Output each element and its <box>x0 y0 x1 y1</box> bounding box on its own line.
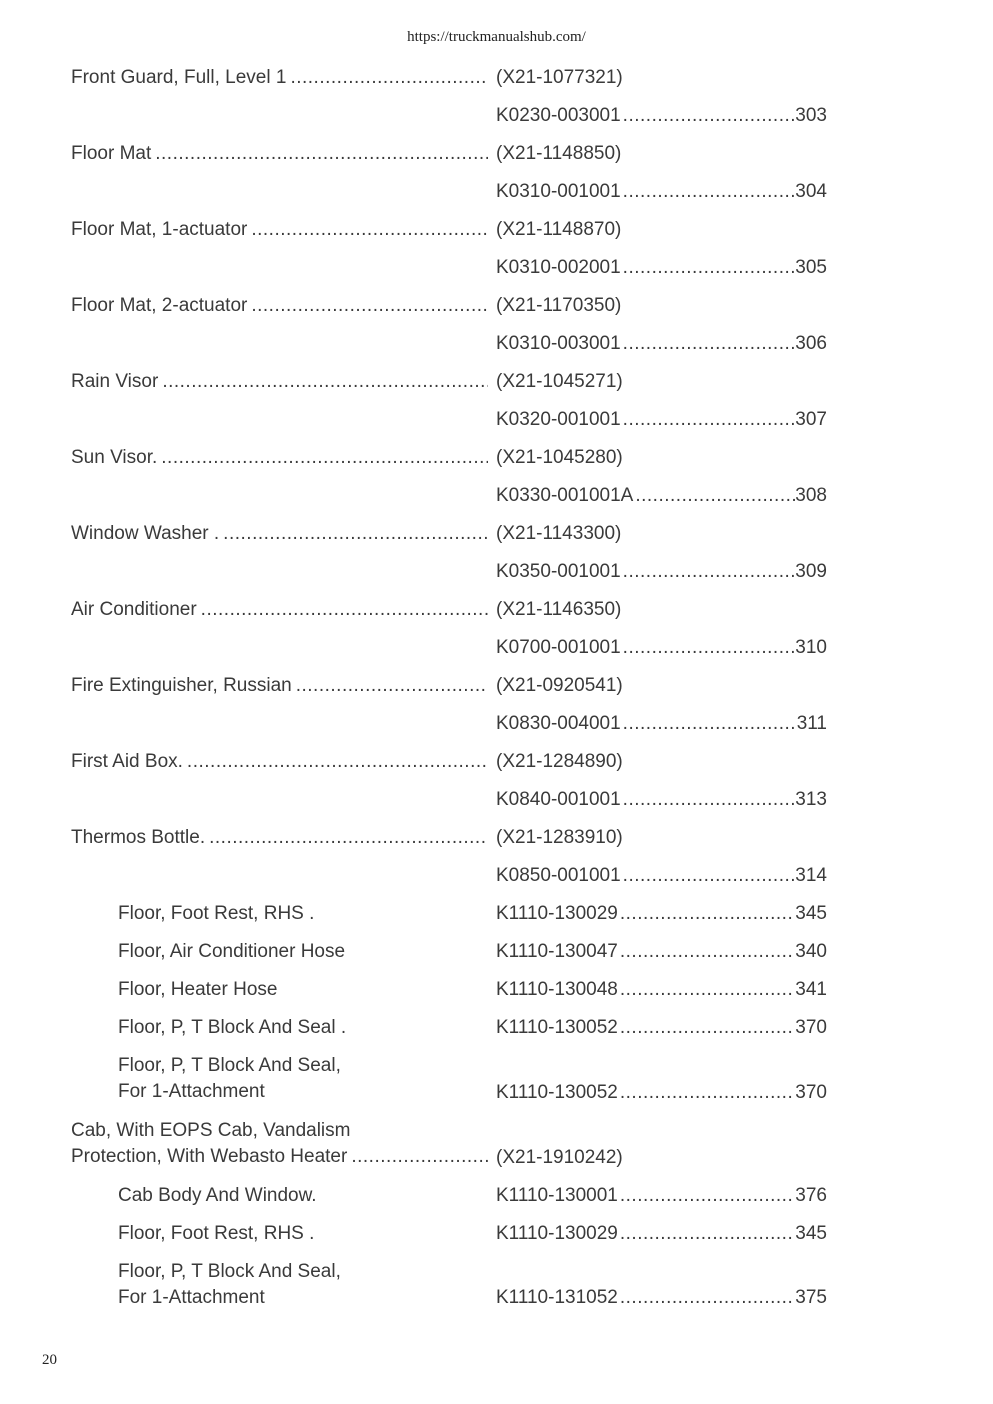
part-code: K0310-001001 <box>496 181 621 202</box>
group-id: (X21-1284890) <box>496 751 623 772</box>
leader-dots <box>623 255 796 281</box>
leader-dots <box>201 597 488 623</box>
group-id: (X21-1148870) <box>496 219 622 240</box>
sub-title: Floor, Foot Rest, RHS . <box>118 1223 315 1244</box>
part-code: K1110-130029 <box>496 903 618 924</box>
part-code: K1110-130052 <box>496 1082 618 1103</box>
page-ref[interactable]: 309 <box>795 561 827 582</box>
group-title: Thermos Bottle. <box>71 827 206 848</box>
group-title: Floor Mat <box>71 143 152 164</box>
page-ref[interactable]: 303 <box>795 105 827 126</box>
leader-dots <box>623 787 796 813</box>
group-title: Floor Mat, 1-actuator <box>71 219 248 240</box>
part-code: K0350-001001 <box>496 561 621 582</box>
group-title: First Aid Box. <box>71 751 183 772</box>
source-url[interactable]: https://truckmanualshub.com/ <box>407 29 586 45</box>
sub-title: Floor, Heater Hose <box>118 979 278 1000</box>
page-ref[interactable]: 311 <box>796 713 827 734</box>
leader-dots <box>620 1015 795 1041</box>
leader-dots <box>620 901 795 927</box>
part-code: K1110-131052 <box>496 1287 618 1308</box>
page-ref[interactable]: 370 <box>795 1017 827 1038</box>
page-ref[interactable]: 345 <box>795 903 827 924</box>
page-ref[interactable]: 375 <box>795 1287 827 1308</box>
sub-title: Cab Body And Window. <box>118 1185 317 1206</box>
group-id: (X21-1283910) <box>496 827 623 848</box>
leader-dots <box>623 179 796 205</box>
leader-dots <box>223 521 488 547</box>
leader-dots <box>209 825 488 851</box>
group-id: (X21-1148850) <box>496 143 622 164</box>
sub-title: Floor, Air Conditioner Hose <box>118 941 346 962</box>
group-title: Rain Visor <box>71 371 159 392</box>
page-ref[interactable]: 310 <box>795 637 827 658</box>
sub-title-line2: For 1-Attachment <box>118 1287 265 1308</box>
part-code: K0700-001001 <box>496 637 621 658</box>
leader-dots <box>623 331 796 357</box>
group-id: (X21-1077321) <box>496 67 623 88</box>
part-code: K0850-001001 <box>496 865 621 886</box>
page-ref[interactable]: 376 <box>795 1185 827 1206</box>
group-id: (X21-1910242) <box>496 1147 623 1168</box>
page-ref[interactable]: 341 <box>795 979 827 1000</box>
leader-dots <box>296 673 488 699</box>
sub-title: Floor, P, T Block And Seal . <box>118 1017 347 1038</box>
leader-dots <box>620 1080 795 1106</box>
group-title: Air Conditioner <box>71 599 197 620</box>
leader-dots <box>623 407 796 433</box>
page-ref[interactable]: 340 <box>795 941 827 962</box>
leader-dots <box>620 1183 795 1209</box>
leader-dots <box>161 445 488 471</box>
part-code: K0330-001001A <box>496 485 634 506</box>
leader-dots <box>187 749 488 775</box>
leader-dots <box>623 559 796 585</box>
group-title: Window Washer . <box>71 523 220 544</box>
leader-dots <box>155 141 488 167</box>
group-title: Front Guard, Full, Level 1 <box>71 67 287 88</box>
part-code: K0310-003001 <box>496 333 621 354</box>
leader-dots <box>162 369 488 395</box>
page-ref[interactable]: 304 <box>795 181 827 202</box>
part-code: K1110-130029 <box>496 1223 618 1244</box>
part-code: K1110-130047 <box>496 941 618 962</box>
page-ref[interactable]: 313 <box>795 789 827 810</box>
leader-dots <box>251 217 488 243</box>
leader-dots <box>620 939 795 965</box>
group-id: (X21-0920541) <box>496 675 623 696</box>
sub-title: Floor, Foot Rest, RHS . <box>118 903 315 924</box>
group-title-line1: Cab, With EOPS Cab, Vandalism <box>71 1120 351 1141</box>
group-id: (X21-1045280) <box>496 447 623 468</box>
leader-dots <box>623 863 796 889</box>
part-code: K1110-130048 <box>496 979 618 1000</box>
part-code: K0230-003001 <box>496 105 621 126</box>
group-title-line2: Protection, With Webasto Heater <box>71 1146 348 1167</box>
leader-dots <box>251 293 488 319</box>
sub-title-line1: Floor, P, T Block And Seal, <box>118 1055 341 1076</box>
group-title: Fire Extinguisher, Russian <box>71 675 292 696</box>
group-id: (X21-1045271) <box>496 371 623 392</box>
leader-dots <box>290 65 488 91</box>
part-code: K0320-001001 <box>496 409 621 430</box>
group-id: (X21-1170350) <box>496 295 622 316</box>
page-ref[interactable]: 345 <box>795 1223 827 1244</box>
group-id: (X21-1143300) <box>496 523 622 544</box>
page-ref[interactable]: 314 <box>795 865 827 886</box>
leader-dots <box>351 1144 488 1170</box>
page-ref[interactable]: 307 <box>795 409 827 430</box>
part-code: K0830-004001 <box>496 713 621 734</box>
leader-dots <box>623 103 796 129</box>
page-ref[interactable]: 308 <box>795 485 827 506</box>
part-code: K1110-130001 <box>496 1185 618 1206</box>
leader-dots <box>635 483 795 509</box>
page-ref[interactable]: 306 <box>795 333 827 354</box>
part-code: K0840-001001 <box>496 789 621 810</box>
leader-dots <box>620 1221 795 1247</box>
page-ref[interactable]: 370 <box>795 1082 827 1103</box>
leader-dots <box>623 635 796 661</box>
group-title: Sun Visor. <box>71 447 158 468</box>
leader-dots <box>620 1285 795 1311</box>
part-code: K1110-130052 <box>496 1017 618 1038</box>
page-ref[interactable]: 305 <box>795 257 827 278</box>
group-id: (X21-1146350) <box>496 599 622 620</box>
group-title: Floor Mat, 2-actuator <box>71 295 248 316</box>
sub-title-line2: For 1-Attachment <box>118 1081 265 1102</box>
sub-title-line1: Floor, P, T Block And Seal, <box>118 1261 341 1282</box>
leader-dots <box>620 977 795 1003</box>
part-code: K0310-002001 <box>496 257 621 278</box>
page-number: 20 <box>42 1352 57 1368</box>
leader-dots <box>623 711 797 737</box>
